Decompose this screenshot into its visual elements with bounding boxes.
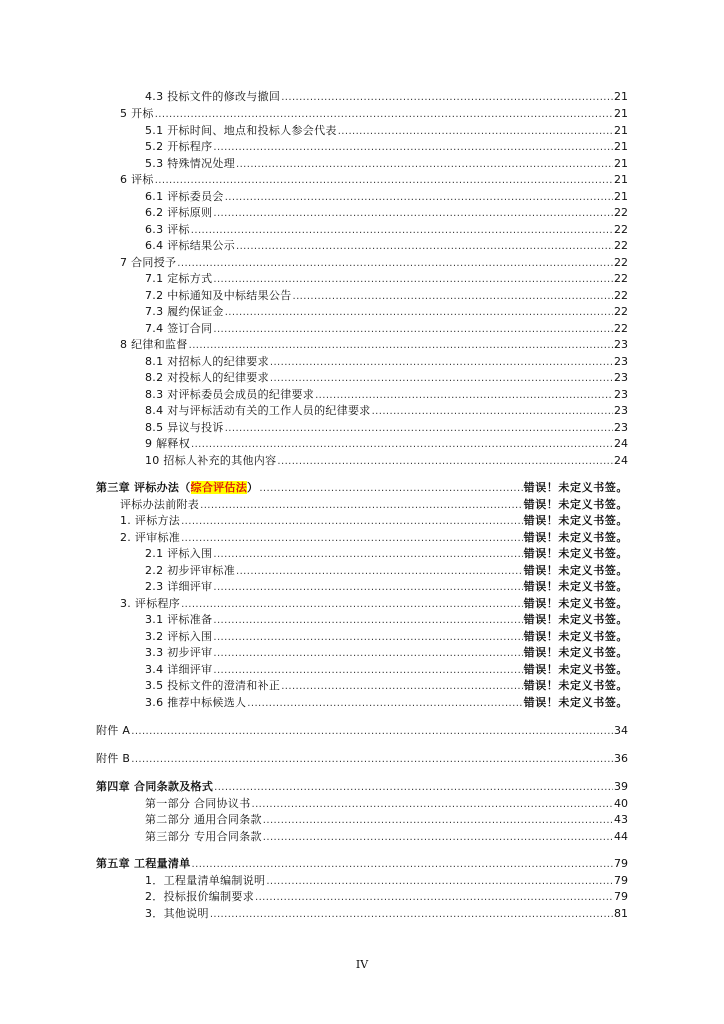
dot-leader [181, 514, 523, 530]
toc-entry-page: 错误！未定义书签。 [523, 531, 628, 544]
dot-leader [255, 890, 613, 906]
toc-entry-title: 2.3 详细评审 [145, 580, 213, 593]
toc-entry[interactable] [145, 370, 628, 386]
toc-entry[interactable] [145, 579, 628, 595]
toc-entry-page: 79 [614, 874, 628, 887]
toc-entry-title: 评标办法前附表 [120, 498, 200, 511]
toc-entry[interactable] [145, 453, 628, 469]
toc-entry[interactable] [96, 779, 628, 795]
toc-entry-page: 44 [614, 830, 628, 843]
dot-leader [236, 564, 523, 580]
toc-entry-page: 39 [614, 780, 628, 793]
dot-leader [213, 272, 613, 288]
toc-entry-page: 错误！未定义书签。 [523, 597, 628, 610]
toc-entry-page: 错误！未定义书签。 [523, 646, 628, 659]
toc-entry[interactable] [145, 420, 628, 436]
toc-entry-title: 5.3 特殊情况处理 [145, 157, 235, 170]
toc-entry[interactable] [145, 678, 628, 694]
dot-leader [266, 874, 613, 890]
toc-entry[interactable] [145, 796, 628, 812]
toc-entry-title: 8.3 对评标委员会成员的纪律要求 [145, 388, 315, 401]
toc-entry-title: 7.3 履约保证金 [145, 305, 224, 318]
toc-entry-title: 3.4 详细评审 [145, 663, 213, 676]
dot-leader [213, 547, 522, 563]
dot-leader [315, 388, 613, 404]
toc-entry[interactable] [120, 106, 628, 122]
dot-leader [372, 404, 613, 420]
dot-leader [191, 223, 613, 239]
toc-entry-page: 24 [614, 437, 628, 450]
toc-entry[interactable] [120, 530, 628, 546]
dot-leader [277, 454, 613, 470]
dot-leader [225, 421, 613, 437]
dot-leader [213, 206, 613, 222]
toc-entry-title: 3.5 投标文件的澄清和补正 [145, 679, 281, 692]
toc-entry-title: 8 纪律和监督 [120, 338, 188, 351]
toc-entry-page: 错误！未定义书签。 [523, 514, 628, 527]
dot-leader [213, 646, 522, 662]
toc-entry-page: 22 [614, 305, 628, 318]
toc-entry-title: 7 合同授予 [120, 256, 177, 269]
toc-entry-title: 第五章 工程量清单 [96, 857, 191, 870]
toc-entry-title: 第四章 合同条款及格式 [96, 780, 214, 793]
toc-entry-title-prefix: 第三章 评标办法（ [96, 481, 191, 494]
toc-entry-page: 22 [614, 223, 628, 236]
toc-entry-page: 23 [614, 404, 628, 417]
dot-leader [214, 780, 613, 796]
dot-leader [131, 724, 613, 740]
toc-entry[interactable] [120, 255, 628, 271]
toc-entry-title: 8.5 异议与投诉 [145, 421, 224, 434]
toc-entry-page: 23 [614, 388, 628, 401]
toc-entry[interactable] [96, 856, 628, 872]
toc-entry[interactable] [145, 873, 628, 889]
dot-leader [192, 857, 613, 873]
dot-leader [281, 679, 522, 695]
toc-entry[interactable] [145, 695, 628, 711]
toc-entry-page: 21 [614, 140, 628, 153]
toc-entry[interactable] [145, 906, 628, 922]
toc-entry[interactable] [145, 123, 628, 139]
toc-entry[interactable] [145, 354, 628, 370]
toc-entry-title: 8.4 对与评标活动有关的工作人员的纪律要求 [145, 404, 371, 417]
toc-entry-page: 错误！未定义书签。 [523, 564, 628, 577]
toc-entry-page: 错误！未定义书签。 [523, 696, 628, 709]
toc-entry-page: 23 [614, 355, 628, 368]
toc-entry-title: 7.2 中标通知及中标结果公告 [145, 289, 292, 302]
toc-entry[interactable] [120, 497, 628, 513]
toc-entry[interactable] [145, 288, 628, 304]
toc-entry-title: 3．其他说明 [145, 907, 209, 920]
dot-leader [259, 481, 522, 497]
toc-entry-page: 21 [614, 173, 628, 186]
toc-entry[interactable] [145, 645, 628, 661]
toc-entry[interactable] [145, 387, 628, 403]
toc-entry-title: 6.1 评标委员会 [145, 190, 224, 203]
toc-entry[interactable] [145, 321, 628, 337]
dot-leader [155, 107, 613, 123]
toc-entry[interactable] [145, 612, 628, 628]
dot-leader [213, 140, 613, 156]
toc-entry-page: 22 [614, 206, 628, 219]
toc-entry-title: 10 招标人补充的其他内容 [145, 454, 277, 467]
toc-entry-page: 错误！未定义书签。 [523, 679, 628, 692]
toc-entry-title: 6.3 评标 [145, 223, 190, 236]
dot-leader [213, 580, 522, 596]
toc-entry[interactable] [145, 205, 628, 221]
dot-leader [281, 90, 613, 106]
toc-entry-page: 错误！未定义书签。 [523, 547, 628, 560]
dot-leader [263, 830, 613, 846]
toc-entry[interactable] [120, 513, 628, 529]
toc-entry-title: 1. 评标方法 [120, 514, 181, 527]
toc-entry-page: 36 [614, 752, 628, 765]
dot-leader [270, 355, 613, 371]
toc-entry[interactable] [145, 271, 628, 287]
toc-entry-title: 5 开标 [120, 107, 154, 120]
dot-leader [338, 124, 613, 140]
toc-entry[interactable] [145, 222, 628, 238]
dot-leader [213, 322, 613, 338]
toc-entry[interactable] [145, 812, 628, 828]
toc-entry-title: 6.2 评标原则 [145, 206, 213, 219]
toc-entry-page: 错误！未定义书签。 [523, 613, 628, 626]
toc-entry-title: 3.1 评标准备 [145, 613, 213, 626]
toc-entry-page: 23 [614, 371, 628, 384]
highlighted-text: 综合评估法 [190, 481, 248, 494]
toc-entry-page: 21 [614, 107, 628, 120]
toc-entry-title: 附件 A [96, 724, 131, 737]
toc-entry-title: 第三部分 专用合同条款 [145, 830, 262, 843]
toc-entry-title: 3. 评标程序 [120, 597, 181, 610]
toc-entry[interactable] [120, 596, 628, 612]
toc-entry[interactable] [145, 546, 628, 562]
toc-entry-title: 3.2 评标入围 [145, 630, 213, 643]
toc-entry-page: 错误！未定义书签。 [523, 498, 628, 511]
toc-entry[interactable] [145, 829, 628, 845]
toc-entry[interactable] [120, 337, 628, 353]
toc-entry-page: 21 [614, 157, 628, 170]
toc-entry-title: 6.4 评标结果公示 [145, 239, 235, 252]
dot-leader [263, 813, 613, 829]
toc-entry-page: 22 [614, 289, 628, 302]
toc-entry-title: 7.1 定标方式 [145, 272, 213, 285]
toc-entry-page: 21 [614, 90, 628, 103]
toc-entry-title: 2. 评审标准 [120, 531, 181, 544]
page-number: IV [355, 958, 369, 971]
toc-entry[interactable] [145, 436, 628, 452]
toc-entry[interactable] [145, 156, 628, 172]
toc-entry-page: 21 [614, 124, 628, 137]
toc-entry-title: 8.2 对投标人的纪律要求 [145, 371, 269, 384]
dot-leader [270, 371, 613, 387]
toc-entry-page: 79 [614, 890, 628, 903]
toc-entry[interactable] [145, 139, 628, 155]
toc-entry-page: 79 [614, 857, 628, 870]
toc-entry-title: 第二部分 通用合同条款 [145, 813, 262, 826]
toc-entry[interactable] [96, 751, 628, 767]
dot-leader [177, 256, 613, 272]
toc-entry-title: 2.2 初步评审标准 [145, 564, 235, 577]
toc-entry-page: 22 [614, 272, 628, 285]
dot-leader [213, 630, 522, 646]
toc-entry-title: 4.3 投标文件的修改与撤回 [145, 90, 281, 103]
toc-entry-page: 34 [614, 724, 628, 737]
dot-leader [225, 190, 613, 206]
dot-leader [181, 597, 523, 613]
toc-entry-page: 21 [614, 190, 628, 203]
toc-entry-page: 错误！未定义书签。 [523, 580, 628, 593]
toc-entry-title: 6 评标 [120, 173, 154, 186]
dot-leader [213, 663, 522, 679]
toc-entry[interactable] [145, 89, 628, 105]
dot-leader [293, 289, 614, 305]
toc-entry-page: 22 [614, 239, 628, 252]
toc-entry[interactable] [145, 304, 628, 320]
dot-leader [247, 696, 522, 712]
toc-entry[interactable] [96, 480, 628, 496]
toc-entry-title: 附件 B [96, 752, 131, 765]
toc-entry-title: 3.6 推荐中标候选人 [145, 696, 247, 709]
toc-entry[interactable] [145, 889, 628, 905]
toc-entry-page: 81 [614, 907, 628, 920]
dot-leader [210, 907, 613, 923]
dot-leader [191, 437, 613, 453]
toc-entry-title: 第一部分 合同协议书 [145, 797, 251, 810]
dot-leader [155, 173, 613, 189]
toc-entry-title [96, 480, 258, 496]
dot-leader [181, 531, 523, 547]
toc-entry-title: 5.1 开标时间、地点和投标人参会代表 [145, 124, 337, 137]
toc-entry-title: 2.1 评标入围 [145, 547, 213, 560]
toc-entry[interactable] [145, 403, 628, 419]
toc-entry-page: 23 [614, 421, 628, 434]
toc-entry-title: 5.2 开标程序 [145, 140, 213, 153]
dot-leader [236, 239, 613, 255]
dot-leader [131, 752, 613, 768]
toc-entry-title: 9 解释权 [145, 437, 190, 450]
toc-entry-title: 1．工程量清单编制说明 [145, 874, 266, 887]
dot-leader [189, 338, 613, 354]
toc-entry[interactable] [145, 238, 628, 254]
toc-entry[interactable] [145, 189, 628, 205]
toc-entry-page: 22 [614, 256, 628, 269]
toc-entry-page: 43 [614, 813, 628, 826]
toc-entry[interactable] [145, 662, 628, 678]
toc-entry-title: 8.1 对招标人的纪律要求 [145, 355, 269, 368]
toc-entry[interactable] [120, 172, 628, 188]
toc-entry[interactable] [145, 563, 628, 579]
toc-entry-page: 错误！未定义书签。 [523, 630, 628, 643]
dot-leader [200, 498, 522, 514]
toc-entry-page: 24 [614, 454, 628, 467]
toc-entry-title-suffix: ） [247, 481, 259, 494]
toc-entry-title: 2．投标报价编制要求 [145, 890, 254, 903]
dot-leader [236, 157, 613, 173]
toc-entry[interactable] [96, 723, 628, 739]
toc-entry-page: 错误！未定义书签。 [523, 481, 628, 494]
dot-leader [213, 613, 522, 629]
toc-entry-title: 7.4 签订合同 [145, 322, 213, 335]
dot-leader [252, 797, 614, 813]
toc-entry[interactable] [145, 629, 628, 645]
toc-entry-page: 22 [614, 322, 628, 335]
toc-entry-page: 23 [614, 338, 628, 351]
toc-entry-page: 40 [614, 797, 628, 810]
toc-entry-page: 错误！未定义书签。 [523, 663, 628, 676]
dot-leader [225, 305, 613, 321]
toc-entry-title: 3.3 初步评审 [145, 646, 213, 659]
